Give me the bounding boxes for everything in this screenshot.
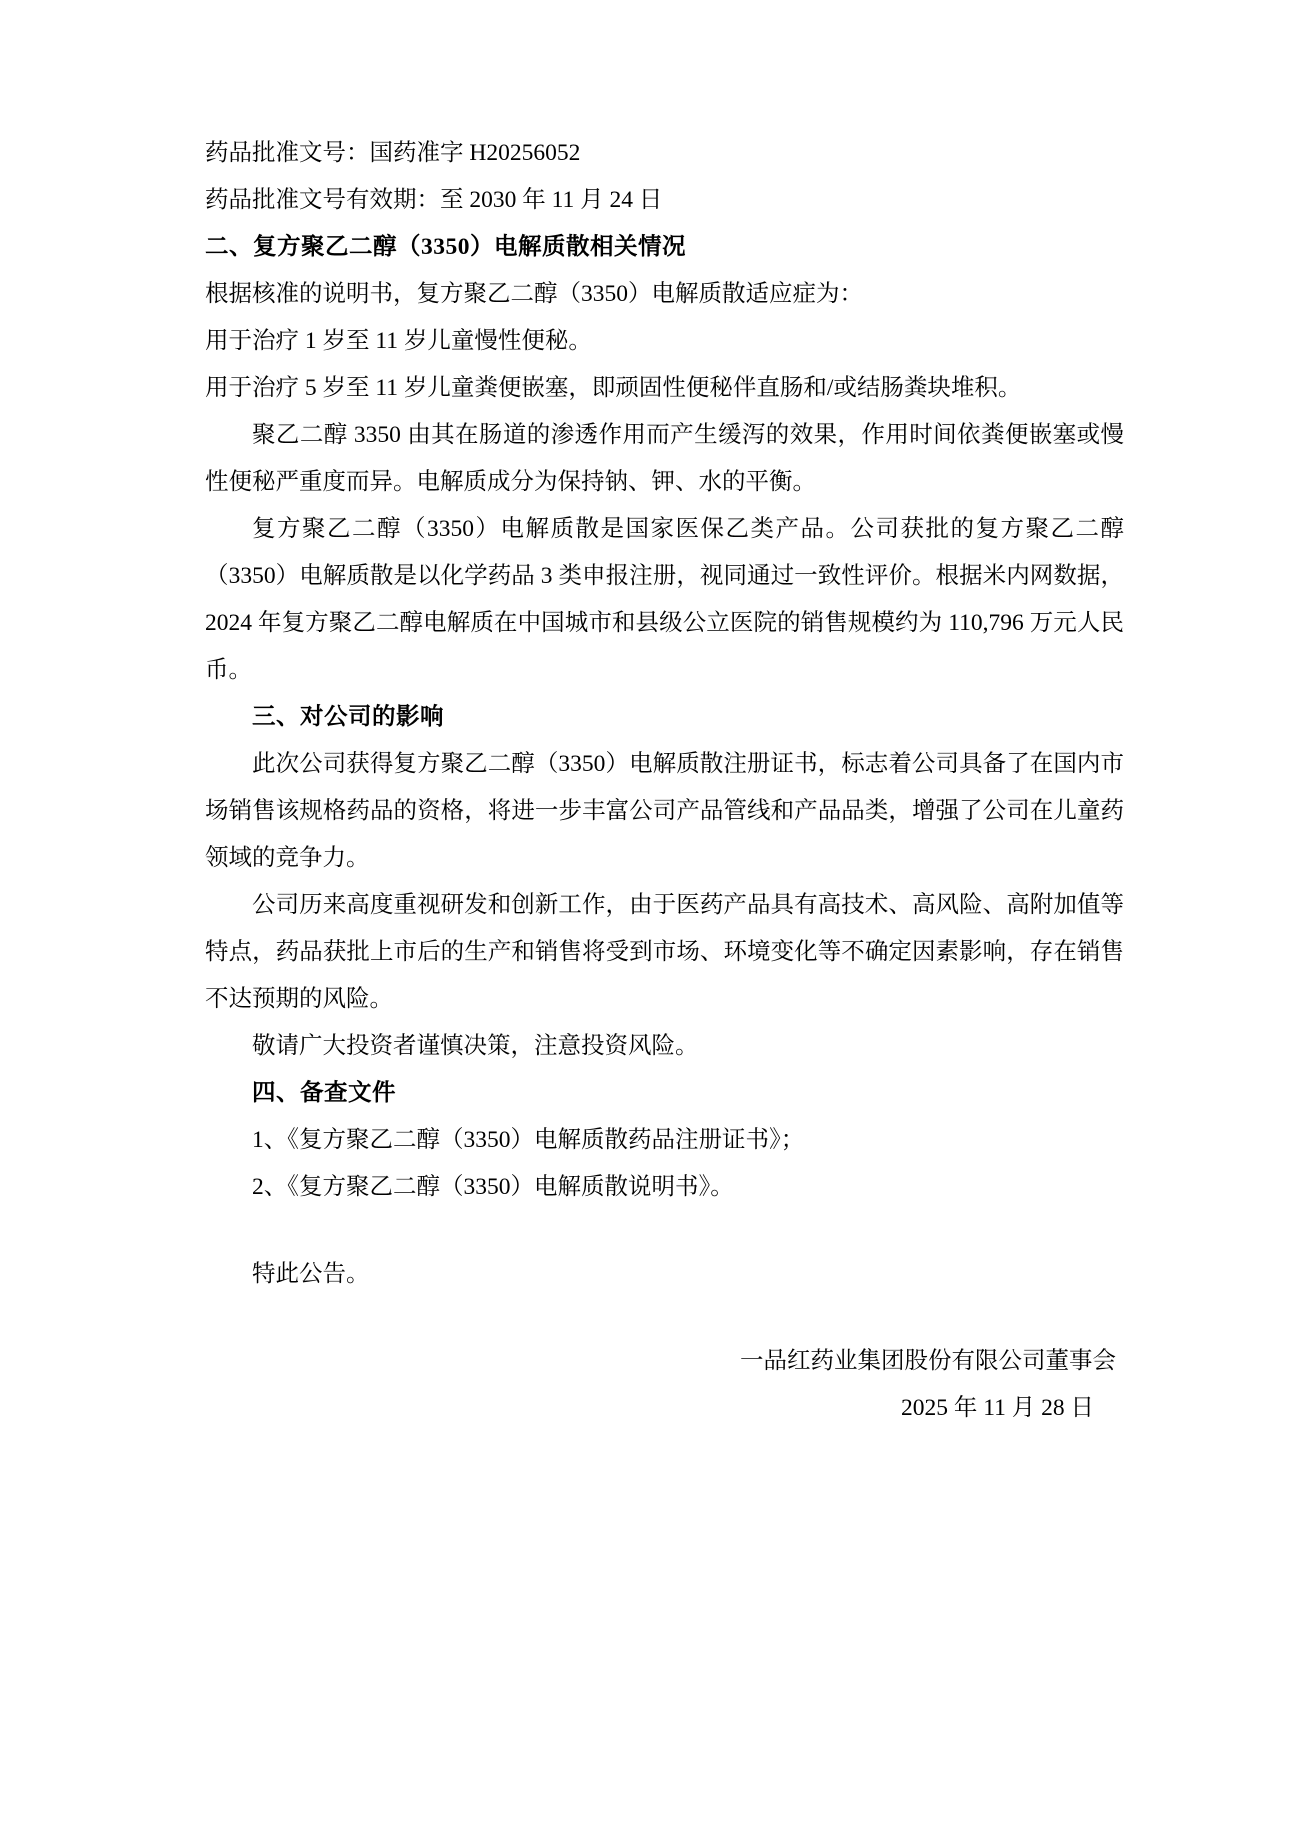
- section-two-paragraph-5: 复方聚乙二醇（3350）电解质散是国家医保乙类产品。公司获批的复方聚乙二醇（3350）电解质散是以化学药品 3 类申报注册，视同通过一致性评价。根据米内网数据，2024 年复方聚乙二醇电解质在中国城市和县级公立医院的销售规模约为 110,796 万元人民币。: [205, 516, 1124, 683]
- spacer: [205, 1298, 1124, 1338]
- section-three-paragraph-1: 此次公司获得复方聚乙二醇（3350）电解质散注册证书，标志着公司具备了在国内市场销售该规格药品的资格，将进一步丰富公司产品管线和产品品类，增强了公司在儿童药领域的竞争力。: [205, 751, 1124, 871]
- section-two-heading: 二、复方聚乙二醇（3350）电解质散相关情况: [205, 234, 686, 260]
- approval-validity-line: 药品批准文号有效期：至 2030 年 11 月 24 日: [205, 187, 663, 213]
- section-four-item-1: 1、《复方聚乙二醇（3350）电解质散药品注册证书》；: [252, 1127, 805, 1153]
- document-body: [205, 130, 1124, 1432]
- section-two-paragraph-3: 用于治疗 5 岁至 11 岁儿童粪便嵌塞，即顽固性便秘伴直肠和/或结肠粪块堆积。: [205, 375, 1022, 401]
- spacer: [205, 1211, 1124, 1251]
- section-three-paragraph-3: 敬请广大投资者谨慎决策，注意投资风险。: [252, 1033, 699, 1059]
- section-two-paragraph-2: 用于治疗 1 岁至 11 岁儿童慢性便秘。: [205, 328, 592, 354]
- section-two-paragraph-1: 根据核准的说明书，复方聚乙二醇（3350）电解质散适应症为：: [205, 281, 863, 307]
- section-three-paragraph-2: 公司历来高度重视研发和创新工作，由于医药产品具有高技术、高风险、高附加值等特点，药品获批上市后的生产和销售将受到市场、环境变化等不确定因素影响，存在销售不达预期的风险。: [205, 892, 1124, 1012]
- section-two-paragraph-4: 聚乙二醇 3350 由其在肠道的渗透作用而产生缓泻的效果，作用时间依粪便嵌塞或慢性便秘严重度而异。电解质成分为保持钠、钾、水的平衡。: [205, 422, 1124, 495]
- section-three-heading: 三、对公司的影响: [252, 704, 444, 730]
- signature-date: 2025 年 11 月 28 日: [900, 1395, 1094, 1421]
- signature-block: [205, 1338, 1124, 1432]
- section-four-heading: 四、备查文件: [252, 1080, 396, 1106]
- section-four-item-2: 2、《复方聚乙二醇（3350）电解质散说明书》。: [252, 1174, 734, 1200]
- closing-statement: 特此公告。: [252, 1261, 370, 1287]
- signature-company: 一品红药业集团股份有限公司董事会: [740, 1348, 1116, 1374]
- approval-number-line: 药品批准文号：国药准字 H20256052: [205, 140, 581, 166]
